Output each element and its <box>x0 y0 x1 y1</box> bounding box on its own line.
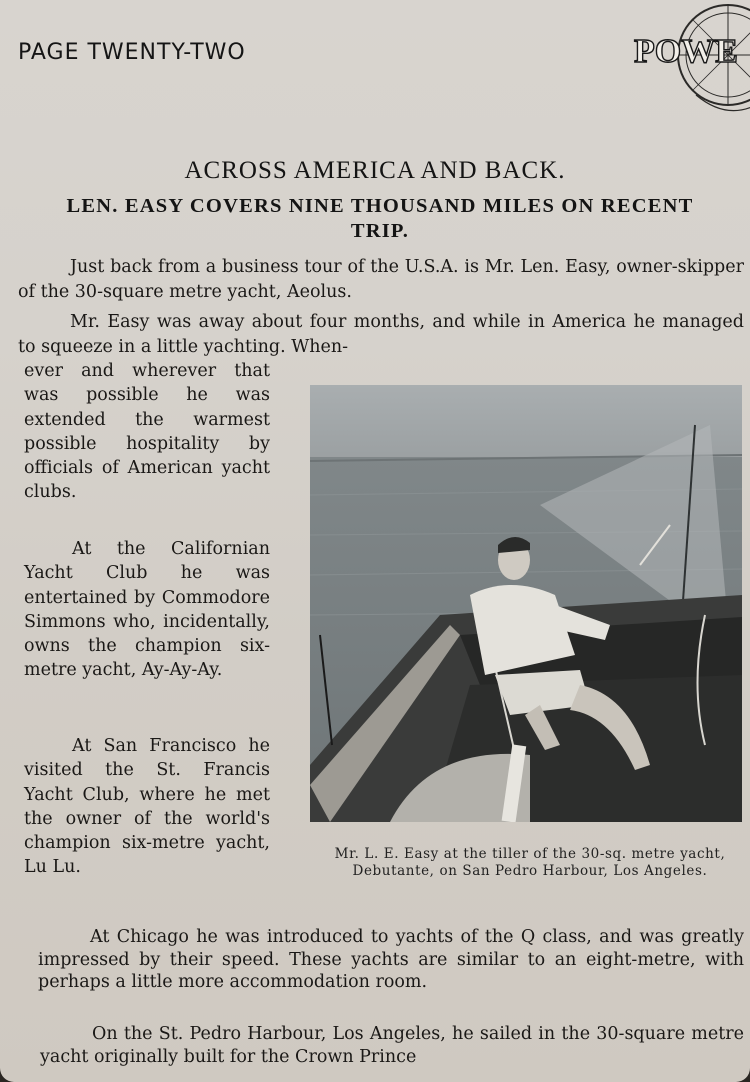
article-subtitle: LEN. EASY COVERS NINE THOUSAND MILES ON RECENT TRIP. <box>66 195 694 242</box>
paragraph-2-text: Mr. Easy was away about four months, and while in America he managed to squeeze in a little yachting. When- <box>18 312 744 357</box>
column-paragraph-1-text: ever and wherever that was possible he was extended the warmest possible hospitality by officials of American yacht clubs. <box>24 361 270 503</box>
logo-text: POWE <box>634 33 738 70</box>
column-paragraph-2-text: At the Californian Yacht Club he was entertained by Commodore Simmons who, incidentally, owns the champion six-metre yacht, Ay-Ay-Ay. <box>24 539 270 681</box>
yacht-photo <box>310 385 742 822</box>
paragraph-4-text: On the St. Pedro Harbour, Los Angeles, he sailed in the 30-square metre yacht originally built for the Crown Prince <box>40 1024 744 1067</box>
paragraph-1 <box>18 255 744 304</box>
paragraph-4 <box>40 1023 744 1068</box>
column-paragraph-3-text: At San Francisco he visited the St. Francis Yacht Club, where he met the owner of the world's champion six-metre yacht, Lu Lu. <box>24 736 270 878</box>
photo-caption: Mr. L. E. Easy at the tiller of the 30-sq. metre yacht, Debutante, on San Pedro Harbour, Los Angeles. <box>334 846 726 879</box>
column-paragraph-2 <box>24 537 270 683</box>
paragraph-3-text: At Chicago he was introduced to yachts of the Q class, and was greatly impressed by their speed. These yachts are similar to an eight-metre, with perhaps a little more accommodation room. <box>38 927 744 992</box>
column-paragraph-1 <box>24 359 270 505</box>
column-paragraph-3 <box>24 734 270 880</box>
magazine-logo <box>626 0 750 125</box>
page-number-heading: PAGE TWENTY-TWO <box>18 40 246 65</box>
article-title: ACROSS AMERICA AND BACK. <box>184 157 566 184</box>
paragraph-1-text: Just back from a business tour of the U.S.A. is Mr. Len. Easy, owner-skipper of the 30-square metre yacht, Aeolus. <box>18 257 744 302</box>
paragraph-2 <box>18 310 744 359</box>
paragraph-3 <box>38 926 744 994</box>
